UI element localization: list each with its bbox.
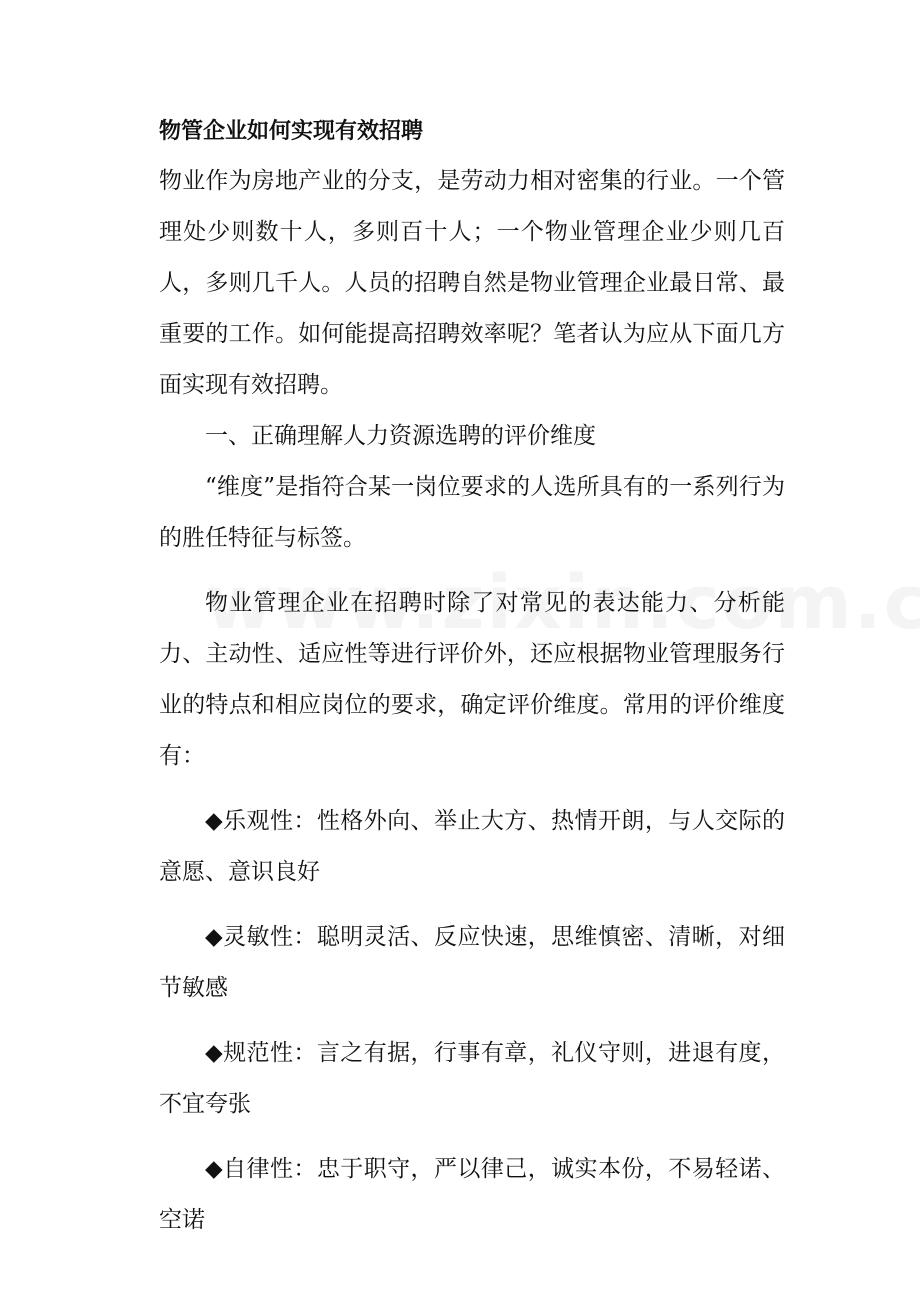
document-body [159,112,785,1246]
definition-paragraph: “维度”是指符合某一岗位要求的人选所具有的一系列行为的胜任特征与标签。 [159,474,785,551]
document-title: 物管企业如何实现有效招聘 [159,119,424,144]
bullet-optimism: ◆乐观性：性格外向、举止大方、热情开朗，与人交际的意愿、意识良好 [159,808,785,885]
bullet-standards: ◆规范性：言之有据，行事有章，礼仪守则，进退有度，不宜夸张 [159,1040,785,1117]
bullet-agility: ◆灵敏性：聪明灵活、反应快速，思维慎密、清晰，对细节敏感 [159,924,785,1001]
intro-paragraph: 物业作为房地产业的分支，是劳动力相对密集的行业。一个管理处少则数十人，多则百十人；一个物业管理企业少则几百人，多则几千人。人员的招聘自然是物业管理企业最日常、最重要的工作。如何能提高招聘效率呢？笔者认为应从下面几方面实现有效招聘。 [159,168,785,398]
dimensions-intro-paragraph: 物业管理企业在招聘时除了对常见的表达能力、分析能力、主动性、适应性等进行评价外，还应根据物业管理服务行业的特点和相应岗位的要求，确定评价维度。常用的评价维度有： [159,590,785,769]
section-heading: 一、正确理解人力资源选聘的评价维度 [205,423,596,449]
bullet-self-discipline: ◆自律性：忠于职守，严以律己，诚实本份，不易轻诺、空诺 [159,1156,785,1233]
